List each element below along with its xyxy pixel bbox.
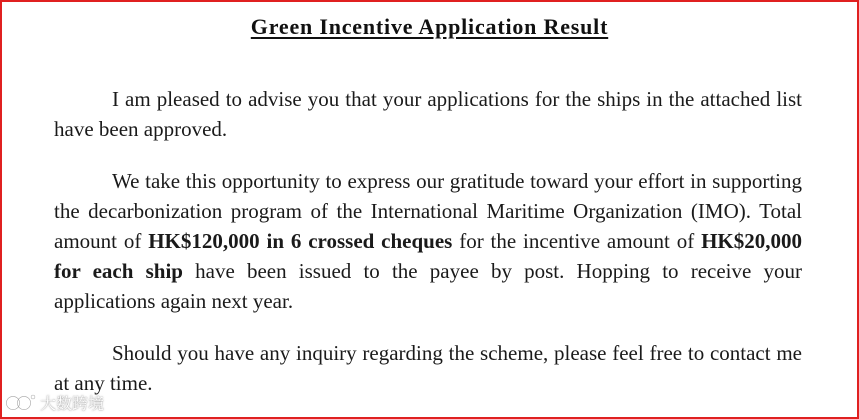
- watermark-text: 大数跨境: [40, 394, 105, 413]
- watermark: [6, 391, 104, 414]
- logo-mark-icon: [6, 393, 36, 413]
- paragraph-approval: I am pleased to advise you that your applications for the ships in the attached list have been approved.: [54, 87, 802, 141]
- paragraph-gratitude: [54, 166, 802, 316]
- paragraph-inquiry: Should you have any inquiry regarding the scheme, please feel free to contact me at any time.: [54, 341, 802, 395]
- paragraph-gratitude-text-2: for the incentive amount of: [452, 229, 702, 253]
- paragraph-gratitude-text-3: have been issued to the payee by post. Hopping to receive your applications again next year.: [54, 259, 803, 313]
- per-ship-amount-bold: HK$20,000 for each ship: [54, 229, 802, 283]
- total-amount-bold: HK$120,000 in 6 crossed cheques: [148, 229, 453, 253]
- paragraph-gratitude-text-1: We take this opportunity to express our gratitude toward your effort in supporting the decarbonization program of the International Maritime Organization (IMO). Total amount of: [54, 169, 802, 253]
- document-title: [2, 14, 857, 40]
- document-title-text: Green Incentive Application Result: [250, 14, 609, 39]
